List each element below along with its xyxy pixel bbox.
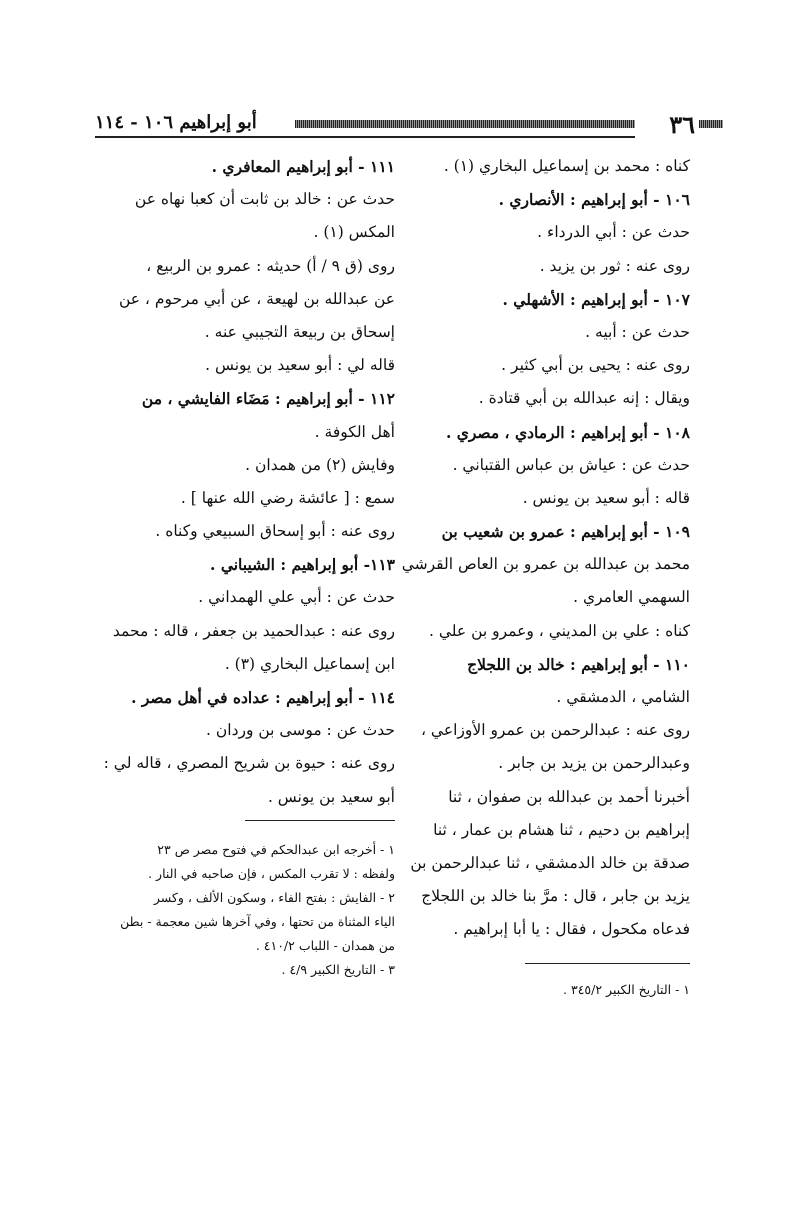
entry-heading: ١٠٦ - أبو إبراهيم : الأنصاري . bbox=[498, 190, 690, 210]
text-line: قاله لي : أبو سعيد بن يونس . bbox=[205, 356, 395, 375]
running-title: أبو إبراهيم ١٠٦ - ١١٤ bbox=[95, 112, 257, 133]
text-line: وعبدالرحمن بن يزيد بن جابر . bbox=[498, 754, 690, 773]
text-line: محمد بن عبدالله بن عمرو بن العاص القرشي bbox=[401, 555, 690, 574]
footnote-line: ١ - التاريخ الكبير ٣٤٥/٢ . bbox=[563, 982, 690, 997]
page-number: ٣٦ bbox=[669, 110, 695, 139]
text-line: سمع : [ عائشة رضي الله عنها ] . bbox=[180, 488, 395, 507]
text-line: يزيد بن جابر ، قال : مرَّ بنا خالد بن اللجلاج bbox=[421, 887, 690, 906]
footnote-line: ٢ - الفايش : بفتح الفاء ، وسكون الألف ، وكسر bbox=[153, 890, 395, 905]
entry-heading: ١١٤ - أبو إبراهيم : عداده في أهل مصر . bbox=[131, 688, 395, 707]
text-line: روى (ق ٩ / أ) حديثه : عمرو بن الربيع ، bbox=[146, 256, 395, 275]
entry-heading: ١٠٨ - أبو إبراهيم : الرمادي ، مصري . bbox=[445, 422, 690, 442]
header-ornament-right bbox=[699, 120, 723, 128]
footnote-line: ولفظه : لا تقرب المكس ، فإن صاحبه في النار . bbox=[148, 866, 395, 881]
footnotes-right bbox=[398, 978, 690, 1002]
text-line: صدقة بن خالد الدمشقي ، ثنا عبدالرحمن بن bbox=[410, 853, 690, 872]
text-line: ويقال : إنه عبدالله بن أبي قتادة . bbox=[478, 389, 690, 408]
text-line: كناه : علي بن المديني ، وعمرو بن علي . bbox=[429, 621, 690, 640]
entry-heading: ١١٢ - أبو إبراهيم : مَضَاء الفايشي ، من bbox=[141, 389, 395, 409]
text-line: أخبرنا أحمد بن عبدالله بن صفوان ، ثنا bbox=[448, 787, 690, 806]
text-line: ابن إسماعيل البخاري (٣) . bbox=[224, 654, 395, 673]
entry-heading: ١٠٧ - أبو إبراهيم : الأشهلي . bbox=[502, 289, 690, 309]
text-line: حدث عن : موسى بن وردان . bbox=[206, 721, 395, 740]
text-line: حدث عن : أبي الدرداء . bbox=[537, 223, 690, 242]
text-line: روى عنه : عبدالرحمن بن عمرو الأوزاعي ، bbox=[421, 721, 690, 740]
text-line: وفايش (٢) من همدان . bbox=[245, 455, 395, 474]
text-line: إسحاق بن ربيعة التجيبي عنه . bbox=[204, 322, 395, 341]
running-header bbox=[95, 108, 695, 142]
footnote-rule-left bbox=[245, 820, 395, 821]
text-line: روى عنه : حيوة بن شريح المصري ، قاله لي : bbox=[103, 754, 395, 773]
footnote-line: ٣ - التاريخ الكبير ٤/٩ . bbox=[281, 962, 395, 977]
header-rule bbox=[95, 136, 635, 138]
text-line: حدث عن : أبي علي الهمداني . bbox=[198, 588, 395, 607]
text-line: روى عنه : أبو إسحاق السبيعي وكناه . bbox=[155, 522, 395, 541]
entry-heading: ١١١ - أبو إبراهيم المعافري . bbox=[211, 157, 395, 176]
text-line: قاله : أبو سعيد بن يونس . bbox=[522, 488, 690, 507]
text-line: روى عنه : ثور بن يزيد . bbox=[539, 256, 690, 275]
text-line: المكس (١) . bbox=[313, 223, 395, 242]
text-line: روى عنه : عبدالحميد بن جعفر ، قاله : محمد bbox=[112, 621, 395, 640]
footnote-line: الياء المثناة من تحتها ، وفي آخرها شين معجمة - بطن bbox=[120, 914, 395, 929]
entry-heading: ١٠٩ - أبو إبراهيم : عمرو بن شعيب بن bbox=[441, 522, 690, 542]
entry-heading: ١١٣- أبو إبراهيم : الشيباني . bbox=[210, 555, 395, 575]
left-column bbox=[100, 150, 395, 814]
text-line: فدعاه مكحول ، فقال : يا أبا إبراهيم . bbox=[453, 920, 690, 939]
footnote-line: من همدان - اللباب ٤١٠/٢ . bbox=[255, 938, 395, 953]
text-line: أبو سعيد بن يونس . bbox=[267, 787, 395, 806]
text-line: كناه : محمد بن إسماعيل البخاري (١) . bbox=[443, 157, 690, 175]
text-line: السهمي العامري . bbox=[573, 588, 690, 607]
text-line: عن عبدالله بن لهيعة ، عن أبي مرحوم ، عن bbox=[118, 289, 395, 308]
text-line: إبراهيم بن دحيم ، ثنا هشام بن عمار ، ثنا bbox=[433, 820, 690, 839]
text-line: أهل الكوفة . bbox=[314, 422, 395, 441]
text-line: الشامي ، الدمشقي . bbox=[556, 688, 690, 706]
footnotes-left bbox=[100, 838, 395, 982]
header-ornament bbox=[295, 120, 635, 128]
text-line: روى عنه : يحيى بن أبي كثير . bbox=[501, 356, 690, 375]
entry-heading: ١١٠ - أبو إبراهيم : خالد بن اللجلاج bbox=[467, 654, 690, 674]
text-line: حدث عن : خالد بن ثابت أن كعبا نهاه عن bbox=[134, 190, 395, 209]
text-line: حدث عن : أبيه . bbox=[585, 322, 690, 341]
text-line: حدث عن : عياش بن عباس القتباني . bbox=[452, 455, 690, 474]
right-column bbox=[398, 150, 690, 947]
footnote-line: ١ - أخرجه ابن عبدالحكم في فتوح مصر ص ٢٣ bbox=[157, 842, 395, 857]
footnote-rule-right bbox=[525, 963, 690, 964]
